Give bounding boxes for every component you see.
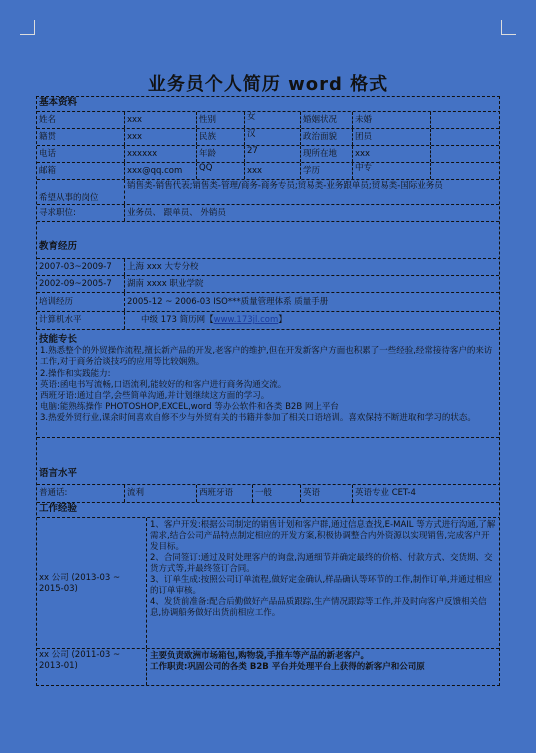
skills-line-5: 电脑:能熟练操作 PHOTOSHOP,EXCEL,word 等办公软件和各类 B2B 网上平台 — [40, 402, 339, 412]
language-header-text: 语言水平 — [39, 468, 78, 479]
value-phone: xxxxxx — [125, 146, 197, 162]
value-political: 团员 — [353, 129, 431, 145]
skills-line-4: 西班牙语:通过自学,会些简单沟通,并计划继续这方面的学习。 — [40, 391, 270, 401]
label-political: 政治面貌 — [301, 129, 353, 145]
value-training: 2005-12 ~ 2006-03 ISO***质量管理体系 质量手册 — [127, 296, 329, 307]
section-basic-header: 基本资料 — [37, 97, 500, 112]
page-title: 业务员个人简历 word 格式 — [147, 74, 389, 95]
label-mandarin: 普通话: — [37, 485, 125, 502]
section-education-header — [37, 222, 500, 259]
value-job-sought: 业务员、 跟单员、 外销员 — [127, 207, 226, 218]
corner-mark-top-right — [501, 20, 516, 35]
section-language-header — [37, 438, 500, 485]
value-spanish: 一般 — [253, 485, 301, 502]
label-english: 英语 — [301, 485, 353, 502]
value-marital: 未婚 — [353, 112, 431, 128]
value-ethnicity: 汉 — [245, 129, 301, 145]
value-email: xxx@qq.com — [125, 163, 197, 179]
label-desired-position: 希望从事的岗位 — [37, 180, 125, 204]
label-ethnicity: 民族 — [197, 129, 245, 145]
label-phone: 电话 — [37, 146, 125, 162]
basic-row-3 — [37, 146, 499, 163]
value-mandarin: 流利 — [125, 485, 197, 502]
value-location: xxx — [353, 146, 431, 162]
education-row-2 — [37, 276, 499, 293]
work-duty-1-4: 4、发货前准备:配合后勤做好产品品质跟踪,生产情况跟踪等工作,并及时向客户反馈相关信息,协调船务做好出货前相应工作。 — [150, 597, 487, 618]
education-period-2: 2002-09~2005-7 — [37, 276, 125, 292]
value-education-level: 中专 — [353, 163, 431, 179]
value-english: 英语专业 CET-4 — [355, 488, 416, 498]
value-age: 27 — [245, 146, 301, 162]
section-work-header: 工作经验 — [37, 503, 500, 518]
work-duties-1 — [147, 518, 499, 648]
education-school-2: 湖南 xxxx 职业学院 — [127, 278, 204, 289]
label-job-sought: 寻求职位: — [37, 205, 125, 221]
label-training: 培训经历 — [37, 293, 125, 311]
work-duty-2-2: 工作职责:巩固公司的各类 B2B 平台并处理平台上获得的新客户和公司原 — [150, 662, 425, 672]
label-name: 姓名 — [37, 112, 125, 128]
work-row-1 — [37, 518, 499, 649]
label-education-level: 学历 — [301, 163, 353, 179]
label-location: 现所在地 — [301, 146, 353, 162]
work-company-2: xx 公司 (2011-03 ~ 2013-01) — [37, 649, 147, 685]
label-age: 年龄 — [197, 146, 245, 162]
label-marital: 婚姻状况 — [301, 112, 353, 128]
computer-row — [37, 312, 499, 330]
work-row-2 — [37, 649, 499, 685]
work-duties-2 — [147, 649, 499, 685]
language-row — [37, 485, 499, 503]
work-duty-1-3: 3、订单生成:按照公司订单流程,做好定金确认,样品确认等环节的工作,制作订单,并通过相应的订单审核。 — [150, 575, 493, 596]
section-skills-header: 技能专长 — [39, 334, 78, 345]
education-school-1: 上海 xxx 大专分校 — [127, 261, 199, 272]
label-spanish: 西班牙语 — [197, 485, 253, 502]
work-company-1: xx 公司 (2013-03 ~ 2015-03) — [37, 518, 147, 648]
corner-mark-top-left — [20, 20, 35, 35]
value-gender: 女 — [245, 112, 301, 128]
skills-line-3: 英语:函电书写流畅,口语流利,能较好的和客户进行商务沟通交流。 — [40, 380, 287, 390]
value-desired-position: 销售类-销售代表;销售类-管理/商务-商务专员;贸易类-业务跟单员;贸易类-国际业务员 — [127, 181, 443, 191]
label-computer: 计算机水平 — [37, 312, 125, 329]
label-qq: QQ — [197, 163, 245, 179]
basic-row-1 — [37, 112, 499, 129]
work-duty-2-1: 主要负责欧洲市场箱包,购物袋,手推车等产品的新老客户。 — [150, 651, 369, 661]
skills-line-6: 3.热爱外贸行业,课余时间喜欢自修不少与外贸有关的书籍并参加了相关口语培训。喜欢保持不断进取和学习的状态。 — [40, 413, 476, 423]
skills-line-1: 1.熟悉整个的外贸操作流程,擅长新产品的开发,老客户的维护,但在开发新客户方面也积累了一些经验,经常接待客户的来访工作,对于商务洽谈技巧的应用等比较娴熟。 — [40, 346, 493, 367]
skills-line-2: 2.操作和实践能力: — [40, 369, 111, 379]
value-origin: xxx — [125, 129, 197, 145]
label-gender: 性别 — [197, 112, 245, 128]
computer-bracket-end: 】 — [278, 315, 287, 325]
skills-section — [37, 330, 499, 438]
work-duty-1-2: 2、合同签订:通过及时处理客户的询盘,沟通细节并确定最终的价格、付款方式、交货期、交货方式等,并最终签订合同。 — [150, 553, 493, 574]
value-computer — [125, 312, 499, 329]
computer-level-text: 中级 173 简历网【 — [141, 315, 214, 325]
education-header-text: 教育经历 — [39, 241, 78, 252]
basic-row-2 — [37, 129, 499, 146]
training-row — [37, 293, 499, 312]
resume-table — [36, 96, 500, 686]
basic-row-4 — [37, 163, 499, 180]
site-link[interactable]: www.173jl.com — [213, 315, 279, 325]
desired-position-row — [37, 180, 499, 205]
value-qq: xxx — [245, 163, 301, 179]
value-name: xxx — [125, 112, 197, 128]
education-period-1: 2007-03~2009-7 — [37, 259, 125, 275]
work-duty-1-1: 1、客户开发:根据公司制定的销售计划和客户群,通过信息查找,E-MAIL 等方式进行沟通,了解需求,结合公司产品特点制定相应的开发方案,积极协调整合内外资源以实现销售,完成客户开发目标。 — [150, 520, 496, 552]
job-sought-row — [37, 205, 499, 222]
label-email: 邮箱 — [37, 163, 125, 179]
label-origin: 籍贯 — [37, 129, 125, 145]
education-row-1 — [37, 259, 499, 276]
